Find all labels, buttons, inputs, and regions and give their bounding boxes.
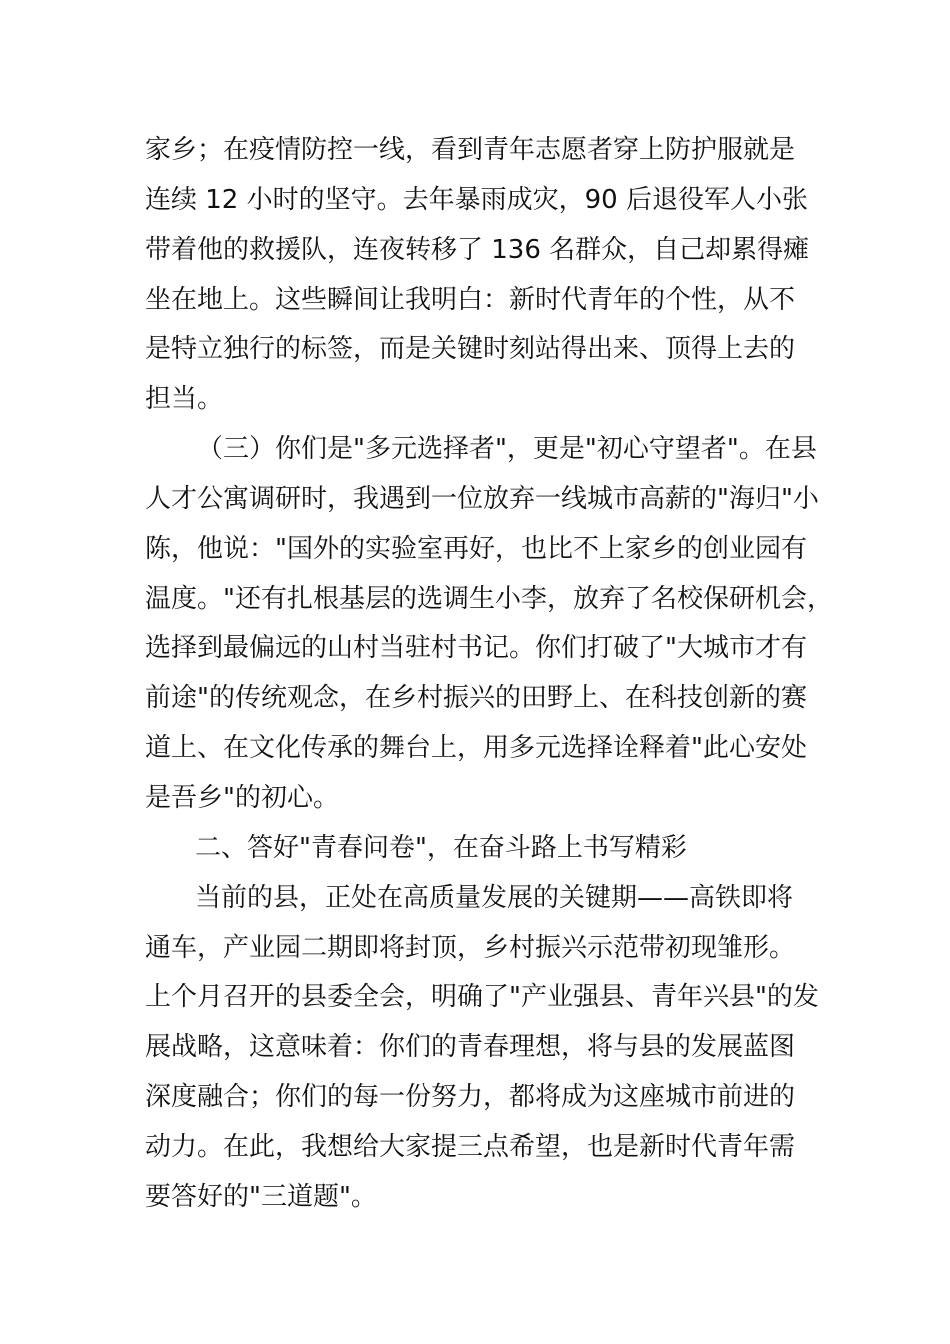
text-line: 坐在地上。这些瞬间让我明白：新时代青年的个性，从不 xyxy=(145,284,796,315)
text-line: 道上、在文化传承的舞台上，用多元选择诠释着"此心安处 xyxy=(145,733,807,764)
text-line: 选择到最偏远的山村当驻村书记。你们打破了"大城市才有 xyxy=(145,633,807,664)
text-line: 是吾乡"的初心。 xyxy=(145,782,339,813)
text-line: 是特立独行的标签，而是关键时刻站得出来、顶得上去的 xyxy=(145,334,796,365)
body-text xyxy=(145,126,833,1223)
text-line: 深度融合；你们的每一份努力，都将成为这座城市前进的 xyxy=(145,1082,796,1113)
text-line: 前途"的传统观念，在乡村振兴的田野上、在科技创新的赛 xyxy=(145,683,807,714)
section-3-heading-line: （三）你们是"多元选择者"，更是"初心守望者"。在县 xyxy=(197,434,817,465)
text-line: 家乡；在疫情防控一线，看到青年志愿者穿上防护服就是 xyxy=(145,135,796,165)
text-line: 担当。 xyxy=(145,384,224,415)
text-line: 动力。在此，我想给大家提三点希望，也是新时代青年需 xyxy=(145,1131,796,1162)
text-line: 连续 12 小时的坚守。去年暴雨成灾，90 后退役军人小张 xyxy=(145,184,808,215)
text-line: 人才公寓调研时，我遇到一位放弃一线城市高薪的"海归"小 xyxy=(145,483,819,514)
paragraph-start-line: 当前的县，正处在高质量发展的关键期——高铁即将 xyxy=(195,882,794,913)
text-line: 上个月召开的县委全会，明确了"产业强县、青年兴县"的发 xyxy=(145,982,819,1013)
section-2-heading: 二、答好"青春问卷"，在奋斗路上书写精彩 xyxy=(195,832,687,863)
text-line: 带着他的救援队，连夜转移了 136 名群众，自己却累得瘫 xyxy=(145,234,810,265)
text-line: 要答好的"三道题"。 xyxy=(145,1181,377,1212)
text-line: 温度。"还有扎根基层的选调生小李，放弃了名校保研机会， xyxy=(145,583,833,614)
text-line: 展战略，这意味着：你们的青春理想，将与县的发展蓝图 xyxy=(145,1032,796,1063)
text-line: 通车，产业园二期即将封顶，乡村振兴示范带初现雏形。 xyxy=(145,932,796,963)
text-line: 陈，他说："国外的实验室再好，也比不上家乡的创业园有 xyxy=(145,533,807,564)
